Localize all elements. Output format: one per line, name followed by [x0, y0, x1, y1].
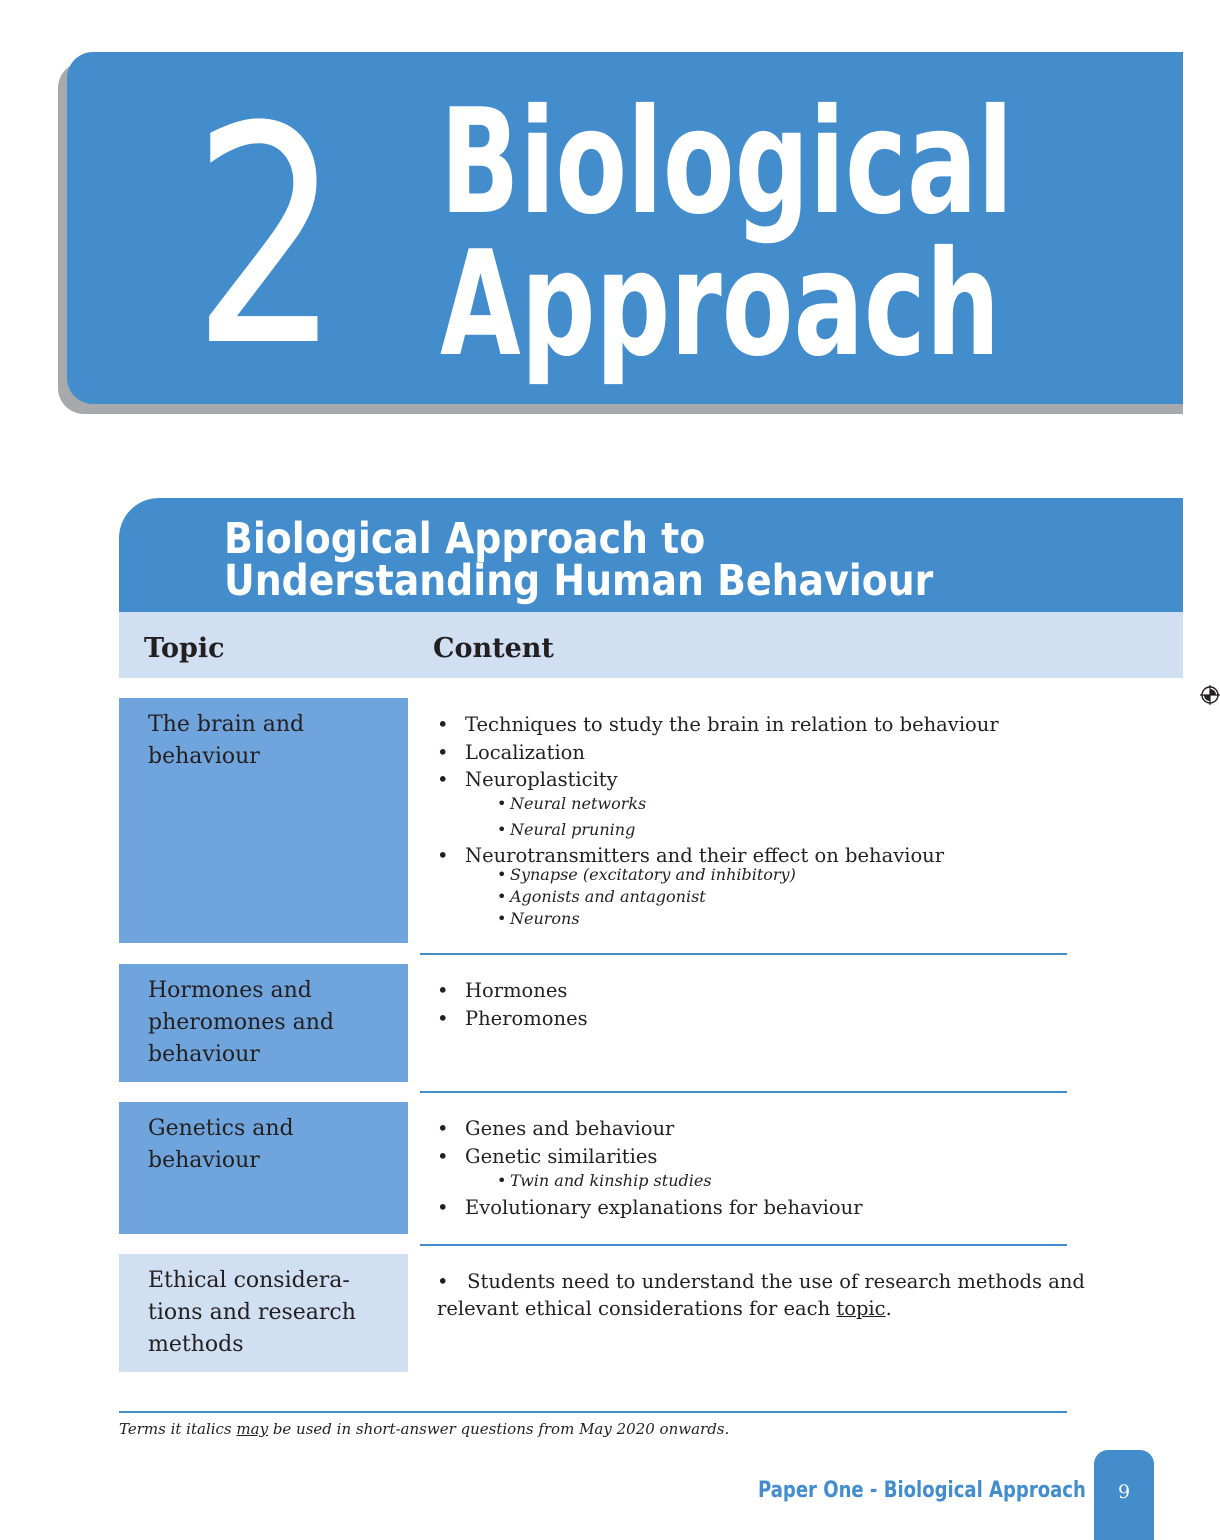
sub-list-item: • Twin and kinship studies: [497, 1168, 1077, 1194]
footnote-emphasis: may: [236, 1420, 269, 1438]
footnote-suffix: be used in short-answer questions from May 2020 onwards.: [268, 1420, 730, 1438]
topic-line: Hormones and: [148, 978, 312, 1003]
chapter-title-line2: Approach: [440, 220, 1001, 389]
list-item: • Techniques to study the brain in relation to behaviour: [437, 711, 1077, 739]
content-cell-hormones: [437, 977, 1077, 1032]
row-divider: [420, 1091, 1067, 1093]
topic-line: tions and research: [148, 1300, 356, 1325]
chapter-number: 2: [192, 63, 341, 412]
sub-list-item: • Neurons: [497, 908, 1077, 930]
content-column-header: Content: [433, 633, 554, 664]
note-line2: [437, 1295, 1077, 1322]
topic-line: The brain and: [148, 712, 305, 737]
topic-cell-brain: [119, 698, 408, 943]
row-divider: [420, 1244, 1067, 1246]
topic-line: behaviour: [148, 1148, 260, 1173]
footnote-prefix: Terms it italics: [119, 1420, 237, 1438]
section-title-line1: Biological Approach to: [224, 514, 706, 564]
registration-mark-icon: [1199, 684, 1220, 706]
note-line2-suffix: .: [885, 1297, 892, 1320]
sub-list-item: • Synapse (excitatory and inhibitory): [497, 864, 1077, 886]
chapter-title: [440, 78, 1014, 389]
topic-cell-hormones: [119, 964, 408, 1082]
content-cell-genetics: [437, 1115, 1077, 1222]
section-title-line2: Understanding Human Behaviour: [224, 556, 934, 606]
list-item: • Localization: [437, 739, 1077, 767]
sub-list-item: • Neural networks: [497, 791, 1077, 817]
note-line1: [437, 1268, 1085, 1295]
page-number: 9: [1117, 1481, 1131, 1503]
topic-line: behaviour: [148, 1042, 260, 1067]
footnote-divider: [119, 1411, 1067, 1413]
topic-column-header: Topic: [144, 633, 225, 664]
list-item: • Neuroplasticity: [437, 766, 1077, 794]
sub-list-item: • Agonists and antagonist: [497, 886, 1077, 908]
section-title: [224, 514, 934, 606]
footnote: [119, 1418, 729, 1440]
chapter-title-line1: Biological: [440, 78, 1014, 247]
topic-link: topic: [836, 1297, 886, 1320]
topic-line: Genetics and: [148, 1116, 294, 1141]
footer-label: Paper One - Biological Approach: [758, 1478, 1086, 1503]
topic-line: pheromones and: [148, 1010, 334, 1035]
sub-list-item: • Neural pruning: [497, 817, 1077, 843]
list-item: • Neurotransmitters and their effect on behaviour: [437, 842, 1077, 870]
list-item: • Evolutionary explanations for behaviour: [437, 1194, 1077, 1222]
note-line2-text: relevant ethical considerations for each: [437, 1297, 837, 1320]
content-cell-brain: [437, 711, 1077, 930]
row-divider: [420, 953, 1067, 955]
topic-cell-ethics: [119, 1254, 408, 1372]
topic-line: methods: [148, 1332, 244, 1357]
topic-line: behaviour: [148, 744, 260, 769]
list-item: • Genes and behaviour: [437, 1115, 1077, 1143]
table-header-bar: [119, 612, 1183, 678]
bullet-icon: •: [437, 1270, 449, 1293]
note-line1-text: Students need to understand the use of research methods and: [467, 1270, 1085, 1293]
list-item: • Pheromones: [437, 1005, 1077, 1033]
list-item: • Genetic similarities: [437, 1143, 1077, 1171]
list-item: • Hormones: [437, 977, 1077, 1005]
content-cell-ethics: [437, 1268, 1085, 1322]
topic-line: Ethical considera-: [148, 1268, 350, 1293]
topic-cell-genetics: [119, 1102, 408, 1234]
